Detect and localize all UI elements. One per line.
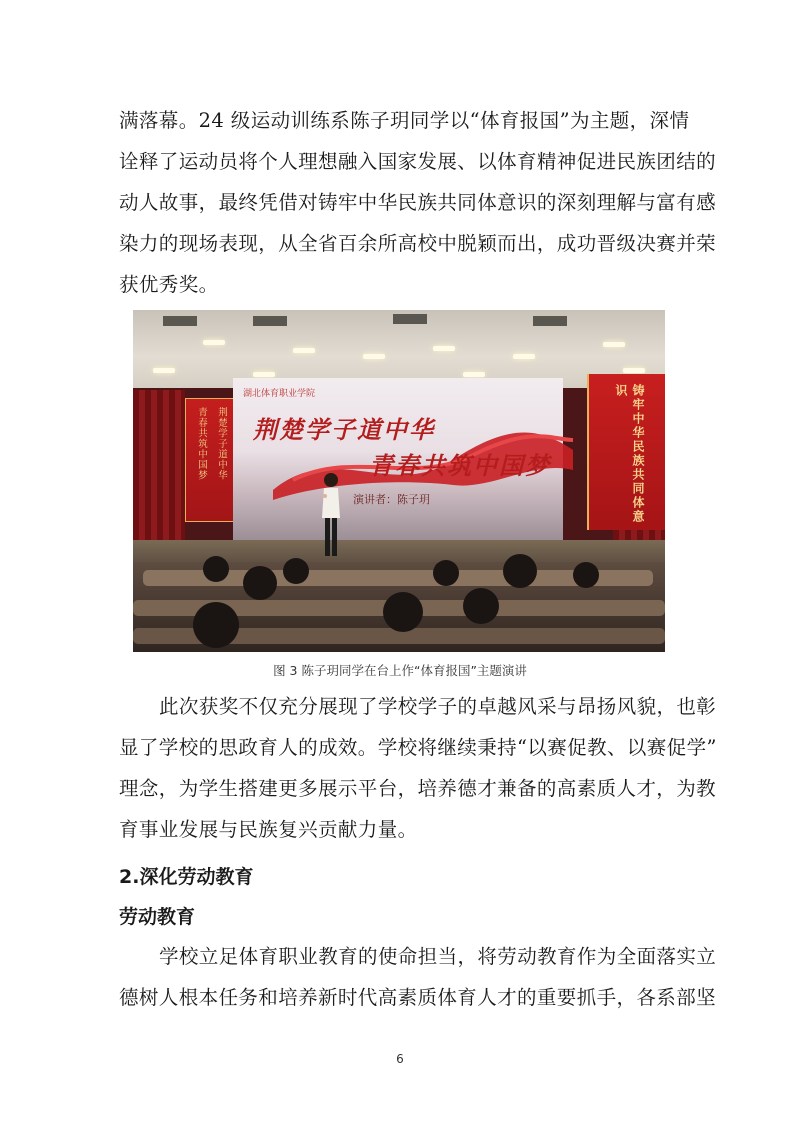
paragraph-line: 动人故事，最终凭借对铸牢中华民族共同体意识的深刻理解与富有感: [119, 191, 717, 214]
paragraph-line: 显了学校的思政育人的成效。学校将继续秉持“以赛促教、以赛促学”: [119, 736, 717, 759]
page-number: 6: [396, 1052, 404, 1066]
paragraph-top: [119, 100, 717, 305]
screen-logo-text: 湖北体育职业学院: [243, 389, 316, 399]
side-panel-text: 荆楚学子道中华: [216, 407, 227, 481]
figure-caption: 图 3 陈子玥同学在台上作“体育报国”主题演讲: [273, 663, 527, 678]
paragraph-middle: [119, 686, 717, 850]
paragraph-bottom: [119, 936, 717, 1018]
side-panel-text: 青春共筑中国梦: [196, 407, 207, 481]
audience-seats: [133, 562, 665, 652]
speech-photo: [133, 310, 665, 652]
screen-title-line1: 荆楚学子道中华: [253, 416, 435, 444]
section-heading: 2.深化劳动教育: [119, 866, 254, 888]
paragraph-line: 育事业发展与民族复兴贡献力量。: [119, 818, 418, 841]
ceiling: [133, 310, 665, 388]
paragraph-line: 德树人根本任务和培养新时代高素质体育人才的重要抓手，各系部坚: [119, 986, 717, 1009]
paragraph-line: 理念，为学生搭建更多展示平台，培养德才兼备的高素质人才，为教: [119, 777, 717, 800]
left-side-panel: [185, 398, 235, 522]
stage-screen: [233, 378, 563, 542]
screen-speaker-label: 演讲者：陈子玥: [353, 493, 430, 506]
sub-heading: 劳动教育: [119, 906, 196, 928]
paragraph-line: 此次获奖不仅充分展现了学校学子的卓越风采与昂扬风貌，也彰: [159, 695, 717, 718]
right-banner: [587, 374, 665, 530]
paragraph-line: 学校立足体育职业教育的使命担当，将劳动教育作为全面落实立: [159, 945, 717, 968]
paragraph-line: 诠释了运动员将个人理想融入国家发展、以体育精神促进民族团结的: [119, 150, 717, 173]
screen-title-line2: 青春共筑中国梦: [369, 452, 551, 480]
speaker-figure: [319, 470, 343, 560]
paragraph-line: 满落幕。24 级运动训练系陈子玥同学以“体育报国”为主题，深情: [119, 109, 690, 132]
paragraph-line: 获优秀奖。: [119, 273, 219, 296]
right-banner-text: 铸牢中华民族共同体意识: [614, 384, 645, 524]
paragraph-line: 染力的现场表现，从全省百余所高校中脱颖而出，成功晋级决赛并荣: [119, 232, 717, 255]
